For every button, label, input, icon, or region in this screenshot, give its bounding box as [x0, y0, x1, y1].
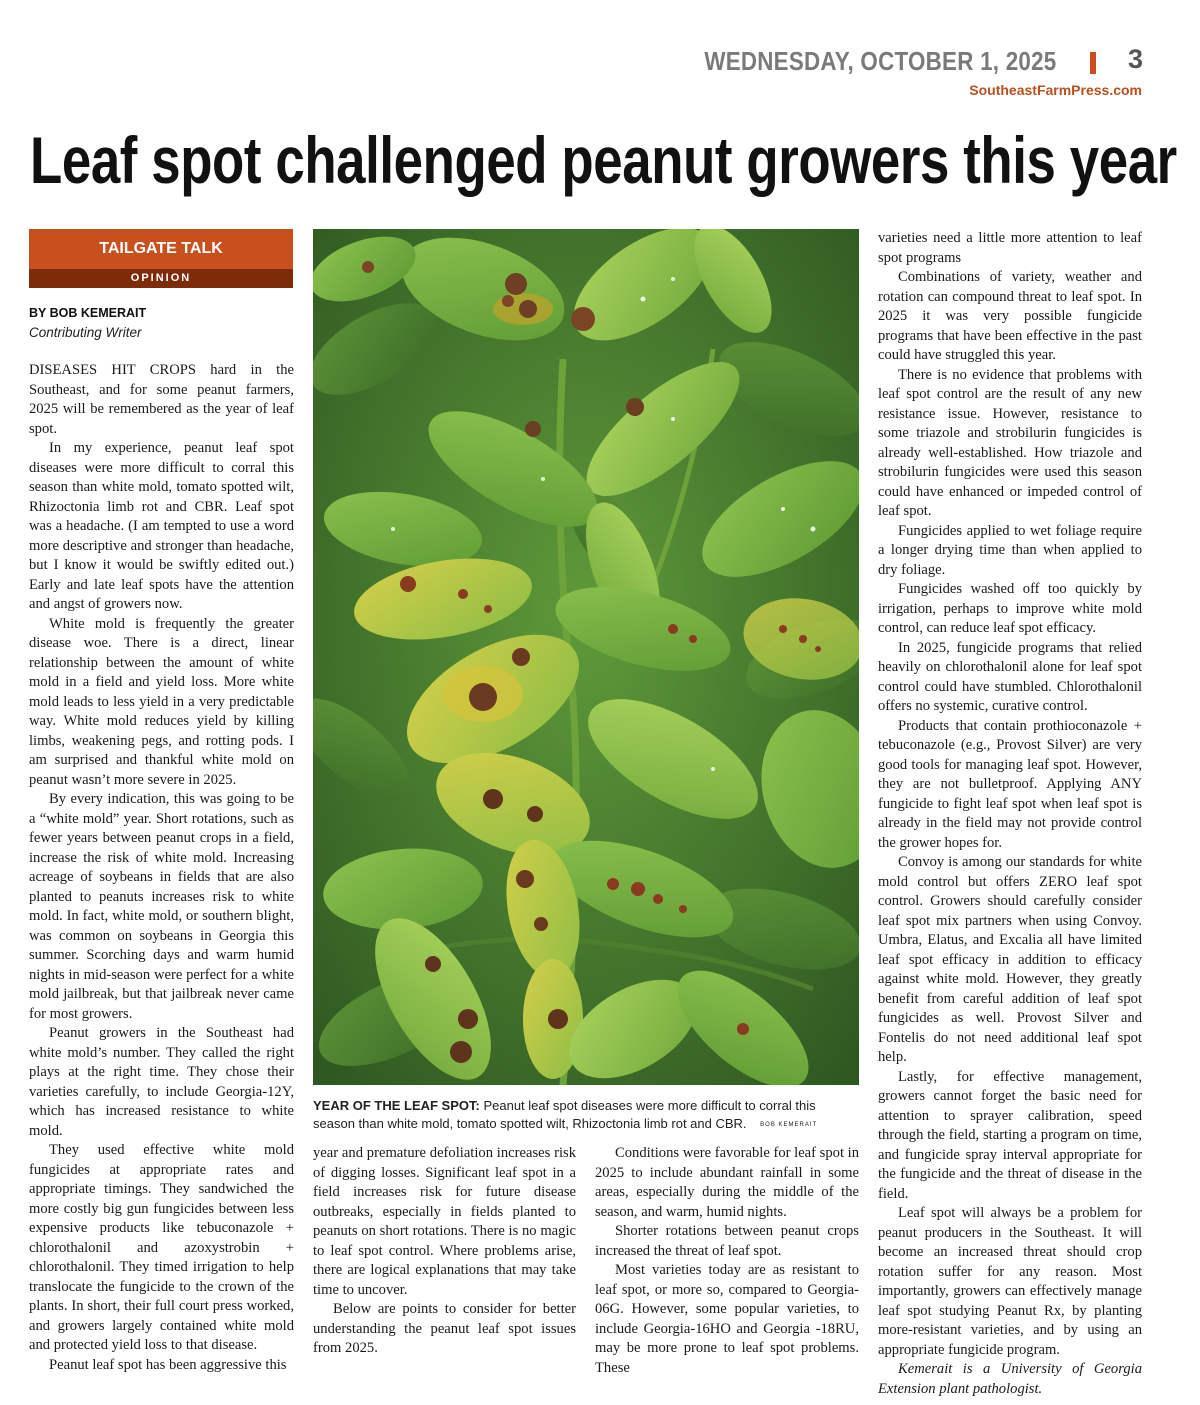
author-signoff: Kemerait is a University of Georgia Extension plant pathologist.	[878, 1361, 1142, 1397]
caption-text: Peanut leaf spot diseases were more difficult to corral this season than white mold, tomato spotted wilt, Rhizoctonia limb rot and CBR.	[313, 1098, 816, 1131]
paragraph: There is no evidence that problems with leaf spot control are the result of any new resistance issue. However, resistance to some triazole and strobilurin fungicides is already well-established. How triazole and strobilurin fungicides were used this season could have enhanced or impeded control of leaf spot.	[878, 366, 1142, 519]
page-number: 3	[1128, 44, 1144, 74]
paragraph: Fungicides applied to wet foliage require a longer drying time than when applied to dry foliage.	[878, 522, 1142, 578]
section-sublabel: OPINION	[29, 269, 293, 288]
paragraph: Fungicides washed off too quickly by irrigation, perhaps to improve white mold control, can reduce leaf spot efficacy.	[878, 581, 1142, 636]
header-date: WEDNESDAY, OCTOBER 1, 2025	[703, 46, 1056, 76]
paragraph: Lastly, for effective management, growers cannot forget the basic need for attention to sprayer calibration, speed through the field, starting a program on time, and fungicide spray interval appropriate for the fungicide and the threat of disease in the field.	[878, 1068, 1142, 1202]
article-column-1	[29, 361, 294, 1375]
paragraph: varieties need a little more attention to leaf spot programs	[878, 230, 1142, 266]
photo-caption	[313, 1097, 861, 1134]
section-tag	[29, 229, 293, 288]
header-divider	[1090, 52, 1096, 74]
leaf-spot-photo	[313, 229, 859, 1085]
article-column-3	[595, 1144, 859, 1378]
photo-credit: BOB KEMERAIT	[760, 1122, 818, 1128]
headline: Leaf spot challenged peanut growers this year	[30, 123, 1177, 197]
paragraph: Convoy is among our standards for white mold control but offers ZERO leaf spot control. Growers should carefully consider leaf spot mix partners when using Convoy. Umbra, Elatus, and Excalia all have limited leaf spot efficacy in addition to efficacy against white mold. However, they greatly benefit from careful addition of leaf spot fungicides as well. Provost Silver and Fontelis do not need additional leaf spot help.	[878, 854, 1142, 1065]
paragraph: Most varieties today are as resistant to leaf spot, or more so, compared to Georgia-06G. However, some popular varieties, to include Georgia-16HO and Georgia -18RU, may be more prone to leaf spot problems. These	[595, 1262, 859, 1376]
paragraph: Leaf spot will always be a problem for peanut producers in the Southeast. It will become an increased threat should crop rotation suffer for any reason. Most importantly, growers can effectively manage leaf spot studying Peanut Rx, by planting more-resistant varieties, and by using an appropriate fungicide program.	[878, 1205, 1142, 1358]
paragraph: White mold is frequently the greater disease woe. There is a direct, linear relationship between the amount of white mold in a field and yield loss. More white mold leads to less yield in a very predictable way. White mold reduces yield by killing limbs, weakening pegs, and rotting pods. I am surprised and thankful white mold on peanut wasn’t more severe in 2025.	[29, 615, 294, 788]
paragraph: year and premature defoliation increases risk of digging losses. Significant leaf spot in a field increases risk for future disease outbreaks, especially in fields planted to peanuts on short rotations. There is no magic to leaf spot control. Where problems arise, there are logical explanations that may take time to uncover.	[313, 1145, 576, 1298]
paragraph: Products that contain prothioconazole + tebuconazole (e.g., Provost Silver) are very good tools for managing leaf spot. However, they are not bulletproof. Applying ANY fungicide to fight leaf spot when leaf spot is already in the field may not provide control the grower hopes for.	[878, 717, 1142, 851]
paragraph: Shorter rotations between peanut crops increased the threat of leaf spot.	[595, 1223, 859, 1259]
byline-author: BY BOB KEMERAIT	[29, 306, 147, 320]
paragraph: Below are points to consider for better understanding the peanut leaf spot issues from 2025.	[313, 1301, 576, 1356]
paragraph: Conditions were favorable for leaf spot in 2025 to include abundant rainfall in some areas, especially during the middle of the season, and warm, humid nights.	[595, 1145, 859, 1220]
paragraph: Combinations of variety, weather and rotation can compound threat to leaf spot. In 2025 it was very possible fungicide programs that have been effective in the past could have struggled this year.	[878, 269, 1142, 363]
caption-label: YEAR OF THE LEAF SPOT:	[313, 1098, 480, 1113]
paragraph: In my experience, peanut leaf spot diseases were more difficult to corral this season than white mold, tomato spotted wilt, Rhizoctonia limb rot and CBR. Leaf spot was a headache. (I am tempted to use a word more descriptive and stronger than headache, but I know it would be swiftly edited out.) Early and late leaf spots have the attention and angst of growers now.	[29, 440, 294, 612]
paragraph: DISEASES HIT CROPS hard in the Southeast, and for some peanut farmers, 2025 will be remembered as the year of leaf spot.	[29, 362, 294, 437]
paragraph: In 2025, fungicide programs that relied heavily on chlorothalonil alone for leaf spot control could have stumbled. Chlorothalonil offers no systemic, curative control.	[878, 639, 1142, 714]
section-label: TAILGATE TALK	[29, 229, 293, 269]
paragraph: They used effective white mold fungicides at appropriate rates and appropriate timings. They sandwiched the more costly big gun fungicides between less expensive products like tebuconazole + chlorothalonil and azoxystrobin + chlorothalonil. They timed irrigation to help translocate the fungicide to the crown of the plants. In short, their full court press worked, and growers largely contained white mold and protected yield loss to that disease.	[29, 1142, 294, 1353]
article-column-4	[878, 229, 1142, 1399]
website-link[interactable]: SoutheastFarmPress.com	[969, 82, 1142, 98]
paragraph: Peanut leaf spot has been aggressive this	[49, 1356, 287, 1373]
paragraph: Peanut growers in the Southeast had white mold’s number. They called the right plays at the right time. They chose their varieties carefully, to include Georgia-12Y, which has increased resistance to white mold.	[29, 1025, 294, 1139]
article-column-2	[313, 1144, 576, 1359]
paragraph: By every indication, this was going to be a “white mold” year. Short rotations, such as fewer years between peanut crops in a field, increase the risk of white mold. Increasing acreage of soybeans in fields that are also planted to peanuts increases risk to white mold. In fact, white mold, or southern blight, was common on soybeans in Georgia this summer. Scorching days and warm humid nights in mid-season were perfect for a white mold jailbreak, but that jailbreak never came for most growers.	[29, 791, 294, 1022]
byline-role: Contributing Writer	[29, 325, 142, 340]
